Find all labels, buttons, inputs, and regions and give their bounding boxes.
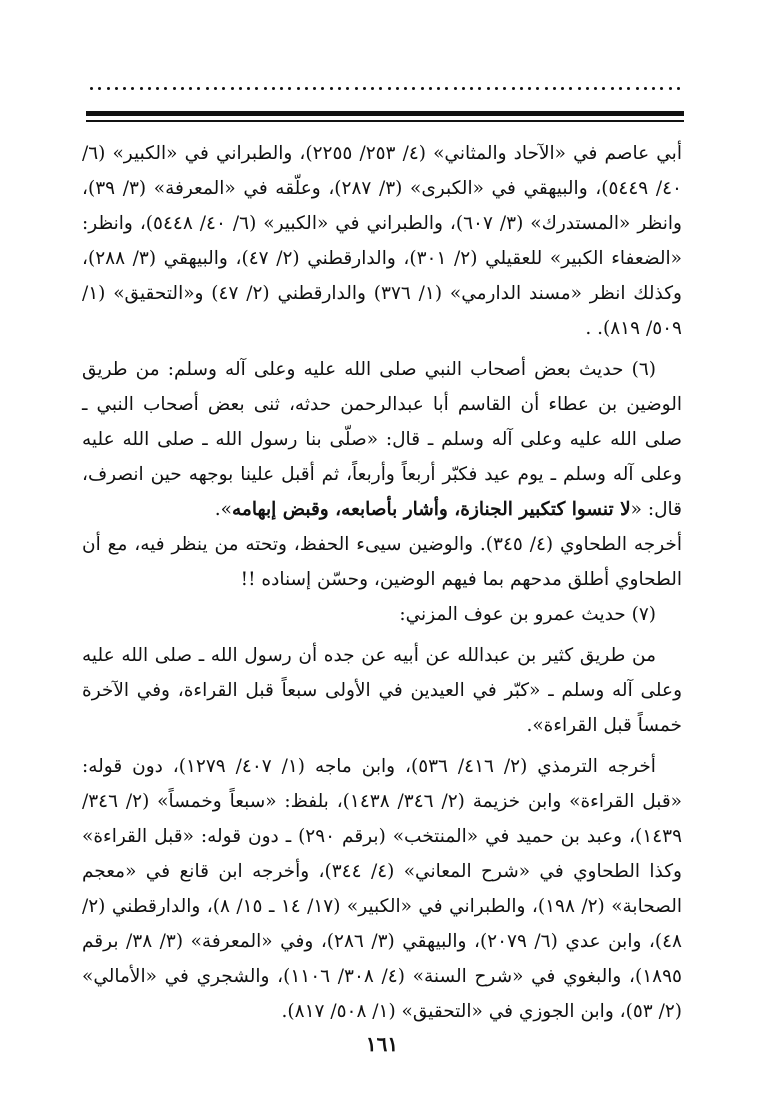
header-dot — [677, 87, 680, 90]
header-dot — [660, 87, 663, 90]
header-dot — [503, 87, 506, 90]
header-rule-thin — [86, 120, 684, 122]
header-dot — [231, 87, 234, 90]
header-dot — [495, 87, 498, 90]
header-dot — [338, 87, 341, 90]
header-dot — [222, 87, 225, 90]
header-dot — [437, 87, 440, 90]
header-dot — [412, 87, 415, 90]
header-dot — [652, 87, 655, 90]
header-dot — [371, 87, 374, 90]
header-dot — [669, 87, 672, 90]
header-dot — [545, 87, 548, 90]
header-dot — [561, 87, 564, 90]
header-dot — [578, 87, 581, 90]
paragraph-citations-continued: أبي عاصم في «الآحاد والمثاني» (٤/ ٢٥٣/ ٢٢٥٥)، والطبراني في «الكبير» (٦/ ٤٠/ ٥٤٤٩)، والبيهقي في «الكبرى» (٣/ ٢٨٧)، وعلّقه في «المعرفة» (٣/ ٣٩)، وانظر «المستدرك» (٣/ ٦٠٧)، والطبراني في «الكبير» (٦/ ٤٠/ ٥٤٤٨)، وانظر: «الضعفاء الكبير» للعقيلي (٢/ ٣٠١)، والدارقطني (٢/ ٤٧)، والبيهقي (٣/ ٢٨٨)، وكذلك انظر «مسند الدارمي» (١/ ٣٧٦) والدارقطني (٢/ ٤٧) و«التحقيق» (١/ ٥٠٩/ ٨١٩). . — [82, 143, 682, 339]
header-dot — [396, 87, 399, 90]
header-dot — [305, 87, 308, 90]
header-dot — [346, 87, 349, 90]
header-dot — [189, 87, 192, 90]
header-dot — [627, 87, 630, 90]
header-dot — [470, 87, 473, 90]
header-dot — [140, 87, 143, 90]
header-dot — [288, 87, 291, 90]
header-dot — [644, 87, 647, 90]
page-body — [82, 136, 682, 1029]
header-dot — [602, 87, 605, 90]
header-dot — [536, 87, 539, 90]
header-dot — [297, 87, 300, 90]
header-dot — [462, 87, 465, 90]
header-dot — [388, 87, 391, 90]
header-dot — [181, 87, 184, 90]
header-dot — [272, 87, 275, 90]
paragraph-hadith-7-takhrij: أخرجه الترمذي (٢/ ٤١٦/ ٥٣٦)، وابن ماجه (١/ ٤٠٧/ ١٢٧٩)، دون قوله: «قبل القراءة» وابن خزيمة (٢/ ٣٤٦/ ١٤٣٨)، بلفظ: «سبعاً وخمساً» (٢/ ٣٤٦/ ١٤٣٩)، وعبد بن حميد في «المنتخب» (برقم ٢٩٠) ـ دون قوله: «قبل القراءة» وكذا الطحاوي في «شرح المعاني» (٤/ ٣٤٤)، وأخرجه ابن قانع في «معجم الصحابة» (٢/ ١٩٨)، والطبراني في «الكبير» (١٧/ ١٤ ـ ١٥/ ٨)، والدارقطني (٢/ ٤٨)، وابن عدي (٦/ ٢٠٧٩)، والبيهقي (٣/ ٢٨٦)، وفي «المعرفة» (٣/ ٣٨/ برقم ١٨٩٥)، والبغوي في «شرح السنة» (٤/ ٣٠٨/ ١١٠٦)، والشجري في «الأمالي» (٢/ ٥٣)، وابن الجوزي في «التحقيق» (١/ ٥٠٨/ ٨١٧). — [82, 756, 683, 1022]
header-dot — [123, 87, 126, 90]
header-dot — [487, 87, 490, 90]
hadith-6-quote-bold: لا تنسوا كتكبير الجنازة، وأشار بأصابعه، وقبض إبهامه — [232, 499, 631, 520]
header-dot — [206, 87, 209, 90]
header-dot — [528, 87, 531, 90]
header-dot — [569, 87, 572, 90]
header-dot — [553, 87, 556, 90]
header-dot — [512, 87, 515, 90]
header-dot — [280, 87, 283, 90]
header-dot — [156, 87, 159, 90]
header-dot — [454, 87, 457, 90]
hadith-6-text-end: ». — [214, 499, 232, 520]
header-dot — [421, 87, 424, 90]
page-number: ١٦١ — [365, 1032, 399, 1056]
header-dot — [239, 87, 242, 90]
header-dot — [363, 87, 366, 90]
header-dot — [636, 87, 639, 90]
header-dot — [594, 87, 597, 90]
hadith-6-text: (٦) حديث بعض أصحاب النبي صلى الله عليه وعلى آله وسلم: من طريق الوضين بن عطاء أن القاسم أبا عبدالرحمن حدثه، ثنى بعض أصحاب النبي ـ صلى الله عليه وعلى آله وسلم ـ قال: «صلّى بنا رسول الله ـ صلى الله عليه وعلى آله وسلم ـ يوم عيد فكبّر أربعاً وأربعاً، ثم أقبل علينا بوجهه حين انصرف، قال: « — [82, 359, 682, 520]
header-dot — [404, 87, 407, 90]
header-dot — [619, 87, 622, 90]
header-dot — [520, 87, 523, 90]
paragraph-hadith-6-takhrij: أخرجه الطحاوي (٤/ ٣٤٥). والوضين سيىء الحفظ، وتحته من ينظر فيه، مع أن الطحاوي أطلق مدحهم بما فيهم الوضين، وحسّن إسناده !! — [82, 534, 683, 590]
header-dot — [90, 87, 93, 90]
header-dot — [355, 87, 358, 90]
header-dot — [115, 87, 118, 90]
header-dot — [247, 87, 250, 90]
paragraph-hadith-6 — [82, 352, 682, 527]
header-dot — [164, 87, 167, 90]
paragraph-hadith-7-heading: (٧) حديث عمرو بن عوف المزني: — [399, 604, 656, 625]
header-rule-thick — [86, 111, 684, 116]
header-dot — [148, 87, 151, 90]
header-dot — [445, 87, 448, 90]
header-dot — [478, 87, 481, 90]
header-dotted-line — [90, 76, 680, 100]
header-dot — [98, 87, 101, 90]
header-dot — [379, 87, 382, 90]
header-dot — [611, 87, 614, 90]
header-dot — [429, 87, 432, 90]
header-dot — [131, 87, 134, 90]
header-dot — [197, 87, 200, 90]
header-dot — [107, 87, 110, 90]
header-dot — [586, 87, 589, 90]
paragraph-hadith-7-text: من طريق كثير بن عبدالله عن أبيه عن جده أن رسول الله ـ صلى الله عليه وعلى آله وسلم ـ «كبّر في العيدين في الأولى سبعاً قبل القراءة، وفي الآخرة خمساً قبل القراءة». — [82, 645, 682, 736]
header-dot — [214, 87, 217, 90]
header-dot — [264, 87, 267, 90]
header-dot — [321, 87, 324, 90]
header-dot — [255, 87, 258, 90]
header-dot — [330, 87, 333, 90]
header-dot — [313, 87, 316, 90]
header-dot — [173, 87, 176, 90]
